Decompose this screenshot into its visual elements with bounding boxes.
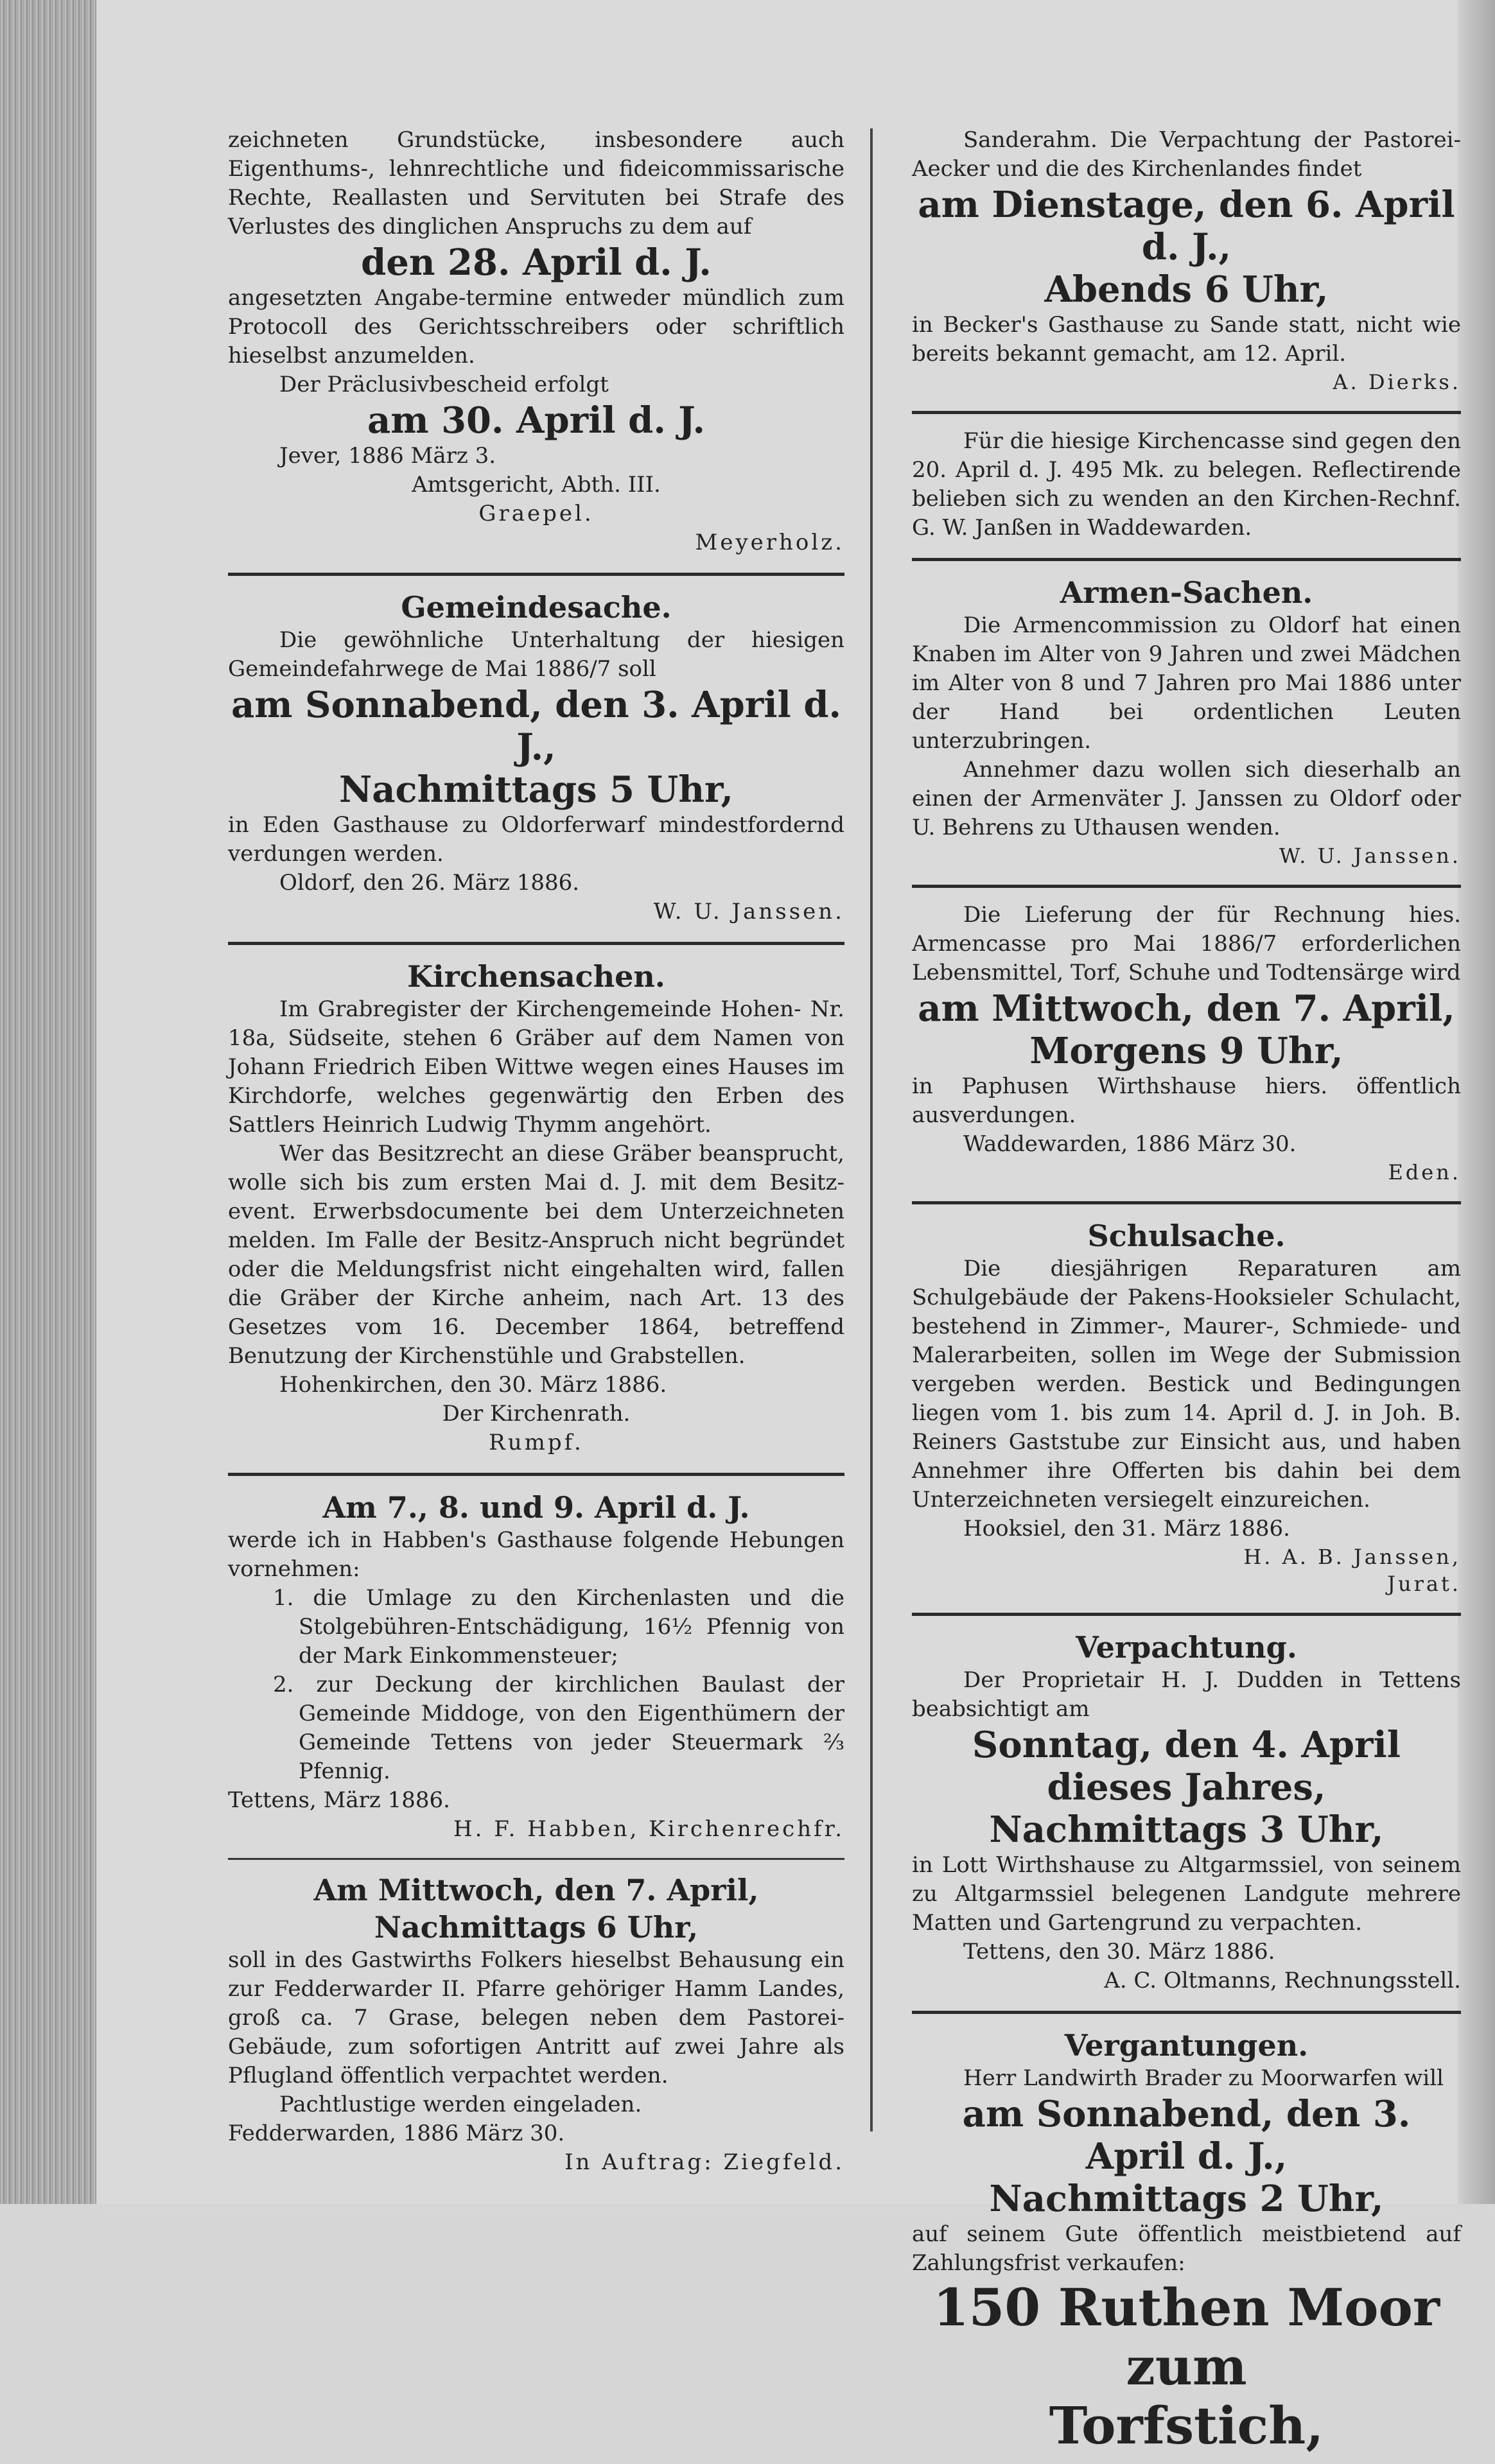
notice-time: Morgens 9 Uhr, <box>1029 1030 1343 1072</box>
notice-signature: H. A. B. Janssen, <box>1243 1545 1461 1569</box>
notice-heading: Armen-Sachen. <box>1060 575 1313 610</box>
notice-text: Die Lieferung der für Rechnung hies. Armencasse pro Mai 1886/7 erforderlichen Lebensmittel, Torf, Schuhe und Todtensärge wird <box>912 902 1461 985</box>
section-rule <box>912 411 1461 414</box>
notice-time: Nachmittags 3 Uhr, <box>989 1809 1384 1851</box>
notice-signature: In Auftrag: Ziegfeld. <box>564 2149 844 2175</box>
notice-signature: Eden. <box>1388 1160 1461 1184</box>
notice-text: Die gewöhnliche Unterhaltung der hiesigen Gemeindefahrwege de Mai 1886/7 soll <box>228 627 844 682</box>
section-rule <box>228 942 844 945</box>
section-rule <box>912 1613 1461 1616</box>
kirchen-notice <box>228 954 844 1466</box>
notice-text: Die Armencommission zu Oldorf hat einen Knaben im Alter von 9 Jahren und zwei Mädchen im Alter von 8 und 7 Jahren pro Mai 1886 unter der Hand bei ordentlichen Leuten unterzubringen. <box>912 612 1461 754</box>
left-column <box>228 122 844 2186</box>
notice-heading: Gemeindesache. <box>401 590 672 625</box>
notice-heading: Verpachtung. <box>1076 1630 1297 1665</box>
notice-headline: Torfstich, <box>1049 2395 1324 2456</box>
notice-signature: A. Dierks. <box>1333 370 1461 394</box>
notice-text: Die diesjährigen Reparaturen am Schulgebäude der Pakens-Hooksieler Schulacht, bestehend in Zimmer-, Maurer-, Schmiede- und Malerarbeiten, sollen im Wege der Submission vergeben werden. Bestick und Bedingungen liegen vom 1. bis zum 14. April d. J. in Joh. B. Reiners Gaststube zur Einsicht aus, und haben Annehmer ihre Offerten bis dahin bei dem Unterzeichneten versiegelt einzureichen. <box>912 1256 1461 1513</box>
list-item: 1. die Umlage zu den Kirchenlasten und die Stolgebühren-Entschädigung, 16½ Pfennig von der Mark Einkommensteuer; <box>273 1585 844 1669</box>
notice-text: Der Proprietair H. J. Dudden in Tettens beabsichtigt am <box>912 1667 1461 1722</box>
notice-text: Wer das Besitzrecht an diese Gräber beansprucht, wolle sich bis zum ersten Mai d. J. mit dem Besitz- event. Erwerbsdocumente bei dem Unterzeichneten melden. Im Falle der Besitz-Anspruch nicht begründet oder die Meldungsfrist nicht eingehalten wird, fallen die Gräber der Kirche anheim, nach Art. 13 des Gesetzes vom 16. December 1864, betreffend Benutzung der Kirchenstühle und Grabstellen. <box>228 1141 844 1369</box>
notice-text: Im Grabregister der Kirchengemeinde Hohen- Nr. 18a, Südseite, stehen 6 Gräber auf dem Namen von Johann Friedrich Eiben Wittwe wegen eines Hauses im Kirchdorfe, welches gegenwärtig den Erben des Sattlers Heinrich Ludwig Thymm angehört. <box>228 996 844 1138</box>
notice-signature: A. C. Oltmanns, Rechnungsstell. <box>1104 1968 1461 1993</box>
hebungen-notice <box>228 1485 844 1853</box>
section-rule <box>912 2011 1461 2014</box>
notice-text: Der Präclusivbescheid erfolgt <box>279 372 609 397</box>
notice-text: angesetzten Angabe-termine entweder mündlich zum Protocoll des Gerichtsschreibers oder schriftlich hieselbst anzumelden. <box>228 285 844 369</box>
notice-signature: H. F. Habben, Kirchenrechfr. <box>453 1816 844 1842</box>
notice-text: Für die hiesige Kirchencasse sind gegen den 20. April d. J. 495 Mk. zu belegen. Reflectirende belieben sich zu wenden an den Kirchen-Rechnf. G. W. Janßen in Waddewarden. <box>912 428 1461 541</box>
section-rule <box>912 885 1461 888</box>
notice-time: Nachmittags 6 Uhr, <box>374 1910 699 1945</box>
notice-signature: Graepel. <box>478 501 594 526</box>
schul-notice <box>912 1213 1461 1606</box>
verpachtung-notice <box>912 1625 1461 2004</box>
notice-signature: Meyerholz. <box>695 530 844 555</box>
notice-text: in Eden Gasthause zu Oldorferwarf mindestfordernd verdungen werden. <box>228 812 844 867</box>
section-rule <box>228 1473 844 1476</box>
right-column <box>912 122 1461 2464</box>
notice-place: Oldorf, den 26. März 1886. <box>279 870 580 896</box>
page-shadow <box>1458 0 1495 2204</box>
column-divider <box>870 128 873 2131</box>
sanderahm-notice <box>912 122 1461 404</box>
court-notice <box>228 122 844 566</box>
notice-date: am Mittwoch, den 7. April, <box>918 987 1455 1030</box>
vergantung-notice <box>912 2023 1461 2464</box>
notice-place: Hooksiel, den 31. März 1886. <box>963 1516 1290 1541</box>
notice-signature: W. U. Janssen. <box>653 899 844 924</box>
notice-text: werde ich in Habben's Gasthause folgende Hebungen vornehmen: <box>228 1527 844 1582</box>
notice-time: Nachmittags 5 Uhr, <box>339 768 733 811</box>
notice-text: in Becker's Gasthause zu Sande statt, nicht wie bereits bekannt gemacht, am 12. April. <box>912 312 1461 367</box>
notice-place: Jever, 1886 März 3. <box>279 443 496 469</box>
notice-body: Der Kirchenrath. <box>442 1401 631 1427</box>
notice-date: Sonntag, den 4. April dieses Jahres, <box>972 1724 1401 1809</box>
notice-text: soll in des Gastwirths Folkers hieselbst Behausung ein zur Fedderwarder II. Pfarre gehöriger Hamm Landes, groß ca. 7 Grase, belegen neben dem Pastorei-Gebäude, zum sofortigen Antritt auf zwei Jahre als Pflugland öffentlich verpachtet werden. <box>228 1947 844 2088</box>
armen-notice <box>912 570 1461 878</box>
notice-headline: 150 Ruthen Moor zum <box>933 2277 1440 2397</box>
notice-text: in Paphusen Wirthshause hiers. öffentlich ausverdungen. <box>912 1073 1461 1128</box>
notice-date: am 30. April d. J. <box>367 399 705 442</box>
notice-heading: Schulsache. <box>1087 1219 1286 1253</box>
section-rule <box>912 558 1461 561</box>
notice-place: Waddewarden, 1886 März 30. <box>963 1131 1297 1157</box>
section-rule <box>228 573 844 576</box>
notice-place: Tettens, den 30. März 1886. <box>963 1939 1275 1965</box>
notice-place: Tettens, März 1886. <box>228 1787 450 1813</box>
notice-heading: Vergantungen. <box>1064 2028 1309 2063</box>
kirchencasse-notice <box>912 423 1461 551</box>
notice-heading: Kirchensachen. <box>407 959 665 994</box>
notice-date: am Dienstage, den 6. April d. J., <box>918 184 1455 268</box>
gemeinde-notice <box>228 585 844 935</box>
pacht-notice <box>228 1868 844 2186</box>
notice-place: Fedderwarden, 1886 März 30. <box>228 2121 565 2146</box>
notice-place: Hohenkirchen, den 30. März 1886. <box>279 1372 667 1398</box>
notice-date: den 28. April d. J. <box>361 241 712 284</box>
lieferung-notice <box>912 897 1461 1195</box>
notice-signature: W. U. Janssen. <box>1279 844 1461 868</box>
notice-court: Amtsgericht, Abth. III. <box>412 472 661 498</box>
notice-text: in Lott Wirthshause zu Altgarmssiel, von seinem zu Altgarmssiel belegenen Landgute mehrere Matten und Gartengrund zu verpachten. <box>912 1852 1461 1936</box>
notice-text: Pachtlustige werden eingeladen. <box>279 2092 642 2117</box>
notice-date: Am Mittwoch, den 7. April, <box>313 1873 759 1907</box>
notice-text: zeichneten Grundstücke, insbesondere auch Eigenthums-, lehnrechtliche und fideicommissarische Rechte, Reallasten und Servituten bei Strafe des Verlustes des dinglichen Anspruchs zu dem auf <box>228 127 844 239</box>
notice-text: Annehmer dazu wollen sich dieserhalb an einen der Armenväter J. Janssen zu Oldorf oder U. Behrens zu Uthausen wenden. <box>912 757 1461 840</box>
section-rule <box>228 1858 844 1860</box>
section-rule <box>912 1201 1461 1204</box>
notice-role: Jurat. <box>1387 1572 1461 1596</box>
notice-time: Nachmittags 2 Uhr, <box>989 2178 1384 2220</box>
notice-heading: Am 7., 8. und 9. April d. J. <box>322 1490 750 1525</box>
notice-signature: Rumpf. <box>489 1430 584 1455</box>
notice-date: am Sonnabend, den 3. April d. J., <box>231 684 841 768</box>
notice-text: Sanderahm. Die Verpachtung der Pastorei-Aecker und die des Kirchenlandes findet <box>912 127 1461 182</box>
notice-time: Abends 6 Uhr, <box>1044 268 1329 311</box>
book-edge <box>0 0 96 2204</box>
notice-text: Herr Landwirth Brader zu Moorwarfen will <box>963 2065 1444 2091</box>
notice-date: am Sonnabend, den 3. April d. J., <box>962 2093 1411 2178</box>
list-item: 2. zur Deckung der kirchlichen Baulast der Gemeinde Middoge, von den Eigenthümern der Gemeinde Tettens von jeder Steuermark ⅔ Pfennig. <box>273 1672 844 1784</box>
notice-text: auf seinem Gute öffentlich meistbietend auf Zahlungsfrist verkaufen: <box>912 2221 1461 2276</box>
